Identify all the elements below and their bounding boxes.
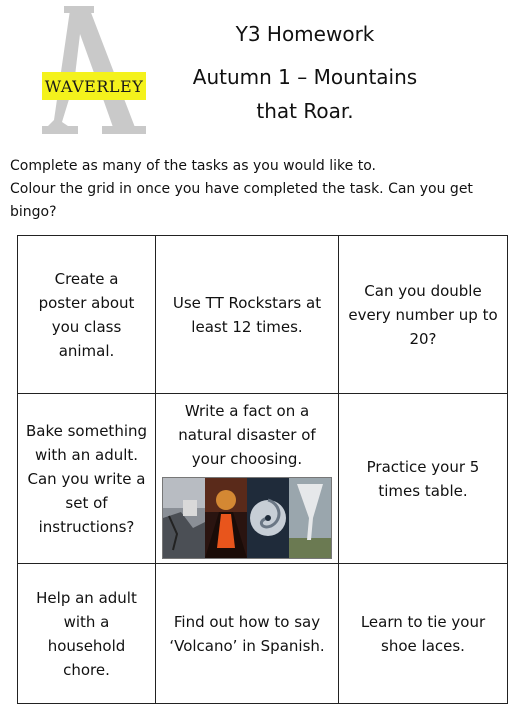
hurricane-image [247,478,289,558]
instructions [10,155,515,224]
grid-cell[interactable] [339,236,507,394]
page-title: Y3 Homework [235,22,375,46]
cell-text: Learn to tie your shoe laces. [360,612,486,655]
grid-cell[interactable] [156,394,339,564]
page-subtitle: Autumn 1 – Mountains that Roar. [192,65,418,123]
cell-text: Help an adult with a household chore. [36,588,137,679]
school-name: WAVERLEY [42,72,146,100]
instruction-line-2: Colour the grid in once you have completed the task. Can you get bingo? [10,181,473,220]
grid-cell[interactable] [339,564,507,703]
tornado-image [289,478,331,558]
cell-text: Bake something with an adult. Can you write a set of instructions? [25,421,148,536]
grid-cell[interactable] [156,236,339,394]
natural-disaster-images [162,477,332,559]
grid-cell[interactable] [18,564,156,703]
instruction-line-1: Complete as many of the tasks as you would like to. [10,158,376,174]
cell-text: Practice your 5 times table. [366,457,480,500]
cell-text: Create a poster about you class animal. [38,269,135,360]
grid-cell[interactable] [18,394,156,564]
cell-text: Use TT Rockstars at least 12 times. [172,293,322,336]
school-logo [40,4,152,140]
volcano-image [205,478,247,558]
bingo-grid [17,235,508,704]
grid-cell[interactable] [339,394,507,564]
earthquake-image [163,478,205,558]
cell-text: Can you double every number up to 20? [348,281,498,348]
grid-cell[interactable] [18,236,156,394]
grid-cell[interactable] [156,564,339,703]
header [170,22,440,128]
cell-text: Write a fact on a natural disaster of your choosing. [178,401,316,468]
cell-text: Find out how to say ‘Volcano’ in Spanish. [169,612,325,655]
